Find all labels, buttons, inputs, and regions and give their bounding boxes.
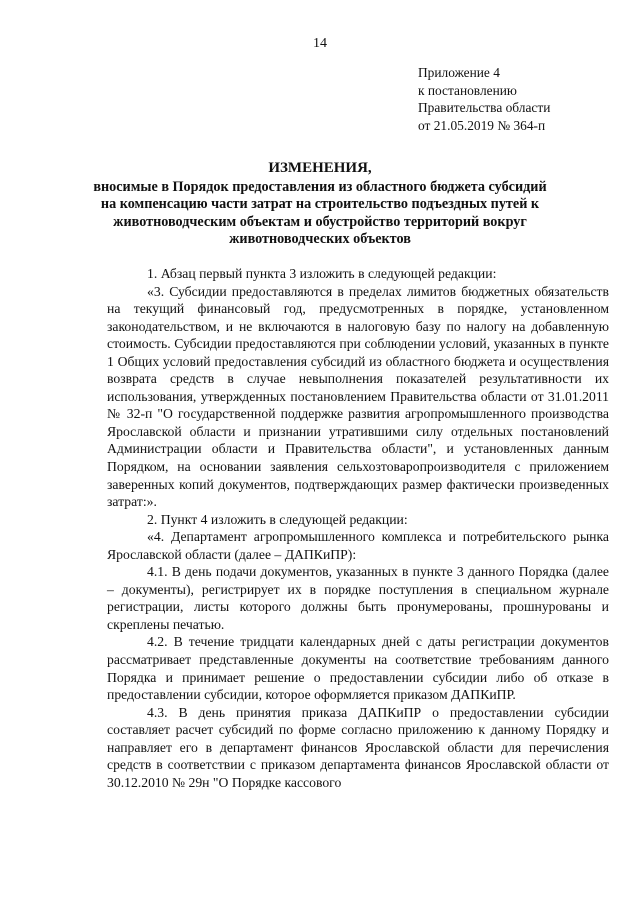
appendix-line: от 21.05.2019 № 364-п — [418, 117, 546, 133]
body-paragraph: 4.1. В день подачи документов, указанных в пункте 3 данного Порядка (далее – документы), регистрирует их в порядке поступления в специальном журнале регистрации, листы которого должны быть пронумерованы, прошнурованы и скреплены печатью. — [107, 564, 609, 632]
page-number: 14 — [313, 36, 327, 51]
appendix-line: Правительства области — [418, 100, 551, 115]
body-paragraph: 2. Пункт 4 изложить в следующей редакции: — [147, 511, 408, 527]
body-paragraph: 4.2. В течение тридцати календарных дней с даты регистрации документов рассматривает представленные документы на соответствие требованиям данного Порядка и принимает решение о предоставлении субсидии либо об отказе в предоставлении субсидии, которое оформляется приказом ДАПКиПР. — [107, 634, 609, 703]
appendix-line: к постановлению — [418, 82, 517, 98]
appendix-block — [418, 64, 618, 134]
document-subtitle: вносимые в Порядок предоставления из областного бюджета субсидий на компенсацию части затрат на строительство подъездных путей к животноводческим объектам и обустройство территорий вокруг животноводческих объектов — [93, 178, 547, 247]
document-title: ИЗМЕНЕНИЯ, — [268, 160, 372, 176]
body-paragraph: «3. Субсидии предоставляются в пределах лимитов бюджетных обязательств на текущий финансовый год, предусмотренных в порядке, установленном законодательством, и не включаются в налоговую базу по налогу на добавленную стоимость. Субсидии предоставляются при соблюдении условий, указанных в пункте 1 Общих условий предоставления субсидий из областного бюджета и осуществления возврата средств в случае невыполнения показателей результативности их использования, утвержденных постановлением Правительства области от 31.01.2011 № 32-п "О государственной поддержке развития агропромышленного производства Ярославской области и признании утратившими силу отдельных постановлений Администрации области и Правительства области", и установленных данным Порядком, на основании заявления сельхозтоваропроизводителя с приложением заверенных копий документов, подтверждающих размер фактически произведенных затрат:». — [107, 283, 609, 510]
document-body — [107, 265, 609, 791]
body-paragraph: 4.3. В день принятия приказа ДАПКиПР о предоставлении субсидии составляет расчет субсидий по форме согласно приложению к данному Порядку и направляет его в департамент финансов Ярославской области для перечисления средств в соответствии с приказом департамента финансов Ярославской области от 30.12.2010 № 29н "О Порядке кассового — [107, 704, 609, 790]
body-paragraph: «4. Департамент агропромышленного комплекса и потребительского рынка Ярославской области (далее – ДАПКиПР): — [107, 529, 609, 562]
document-heading — [90, 160, 550, 249]
appendix-line: Приложение 4 — [418, 65, 500, 80]
body-paragraph: 1. Абзац первый пункта 3 изложить в следующей редакции: — [147, 266, 497, 281]
